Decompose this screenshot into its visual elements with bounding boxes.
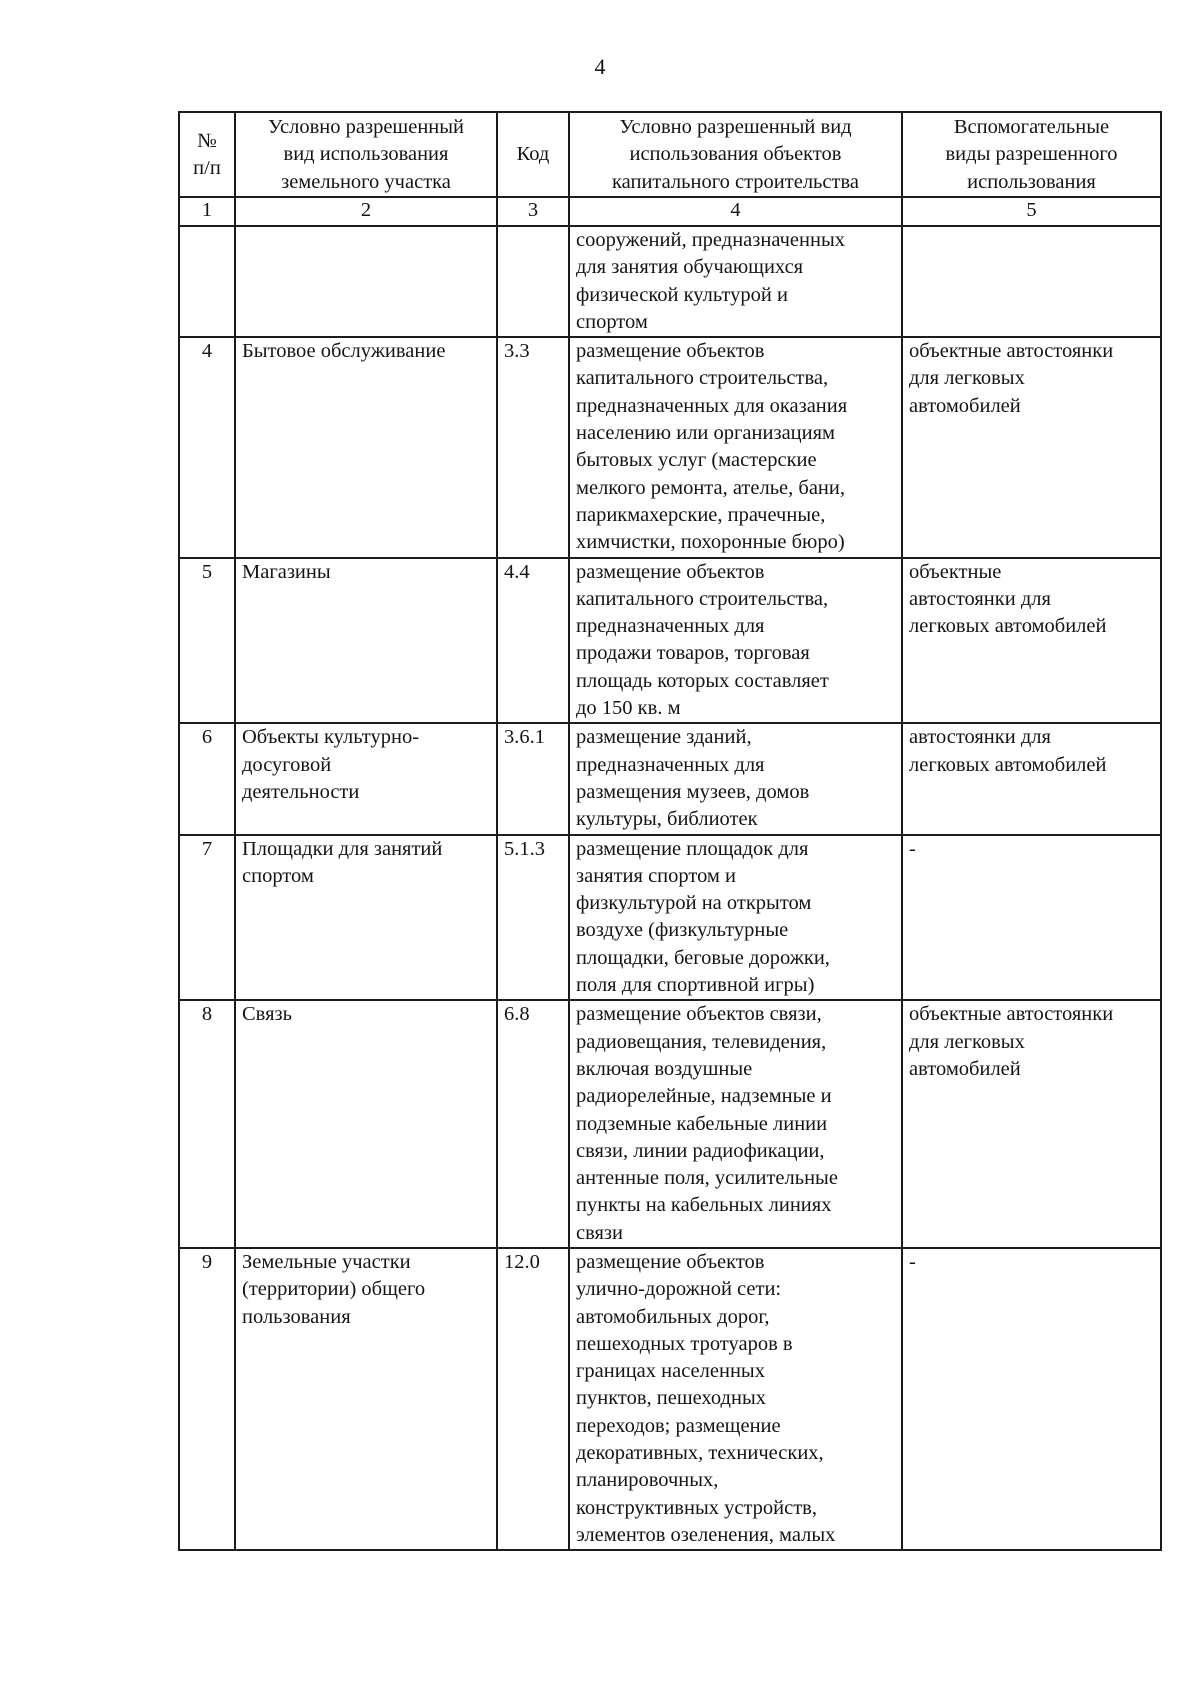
table-row — [179, 835, 1161, 1001]
land-use-name-line: досуговой — [242, 753, 332, 776]
land-use-name — [235, 835, 497, 1001]
land-use-name — [235, 1000, 497, 1248]
header-line: вид использования — [283, 143, 449, 166]
header-line: капитального строительства — [612, 170, 859, 193]
capital-use-description — [569, 723, 902, 834]
description-line: планировочных, — [576, 1469, 719, 1492]
column-number: 1 — [179, 197, 235, 226]
description-line: культуры, библиотек — [576, 808, 758, 831]
auxiliary-line: объектные автостоянки — [909, 1003, 1114, 1026]
land-use-name-line: (территории) общего — [242, 1278, 426, 1301]
land-use-name-line: Связь — [242, 1003, 292, 1026]
header-line: Код — [516, 143, 550, 166]
description-line: бытовых услуг (мастерские — [576, 449, 817, 472]
auxiliary-line: - — [909, 837, 916, 860]
table-header-row — [179, 112, 1161, 197]
land-use-name — [235, 558, 497, 724]
auxiliary-use — [902, 226, 1161, 337]
description-line: физкультурой на открытом — [576, 892, 812, 915]
description-line: переходов; размещение — [576, 1414, 781, 1437]
capital-use-description — [569, 226, 902, 337]
description-line: размещение объектов — [576, 1250, 765, 1273]
description-line: химчистки, похоронные бюро) — [576, 531, 845, 554]
description-line: предназначенных для — [576, 753, 765, 776]
description-line: включая воздушные — [576, 1057, 753, 1080]
column-number: 4 — [569, 197, 902, 226]
auxiliary-line: автомобилей — [909, 394, 1021, 417]
column-numbers-row — [179, 197, 1161, 226]
auxiliary-use — [902, 558, 1161, 724]
land-use-name-line: Бытовое обслуживание — [242, 340, 446, 363]
description-line: парикмахерские, прачечные, — [576, 503, 826, 526]
use-code: 3.6.1 — [497, 723, 569, 834]
column-number: 5 — [902, 197, 1161, 226]
description-line: площадь которых составляет — [576, 669, 829, 692]
land-use-name-line: деятельности — [242, 780, 360, 803]
description-line: подземные кабельные линии — [576, 1112, 828, 1135]
description-line: размещения музеев, домов — [576, 780, 810, 803]
header-capital-use — [569, 112, 902, 197]
table-row — [179, 558, 1161, 724]
header-line: Вспомогательные — [953, 116, 1110, 139]
table-row — [179, 1248, 1161, 1550]
column-number: 3 — [497, 197, 569, 226]
auxiliary-line: объектные — [909, 560, 1002, 583]
land-use-name — [235, 226, 497, 337]
header-number — [179, 112, 235, 197]
land-use-name-line: спортом — [242, 864, 314, 887]
table-row — [179, 337, 1161, 557]
description-line: населению или организациям — [576, 422, 836, 445]
description-line: предназначенных для — [576, 615, 765, 638]
description-line: продажи товаров, торговая — [576, 642, 810, 665]
land-use-name — [235, 337, 497, 557]
description-line: конструктивных устройств, — [576, 1496, 817, 1519]
auxiliary-line: автостоянки для — [909, 587, 1051, 610]
header-line: использования объектов — [629, 143, 842, 166]
auxiliary-use — [902, 835, 1161, 1001]
description-line: для занятия обучающихся — [576, 256, 804, 279]
use-code: 3.3 — [497, 337, 569, 557]
description-line: размещение зданий, — [576, 726, 752, 749]
auxiliary-use — [902, 337, 1161, 557]
description-line: поля для спортивной игры) — [576, 974, 815, 997]
header-auxiliary-use — [902, 112, 1161, 197]
land-use-name-line: Земельные участки — [242, 1250, 411, 1273]
header-land-use — [235, 112, 497, 197]
table-row — [179, 1000, 1161, 1248]
description-line: капитального строительства, — [576, 587, 829, 610]
description-line: связи — [576, 1221, 624, 1244]
land-use-table — [178, 111, 1162, 1551]
row-number: 4 — [179, 337, 235, 557]
description-line: автомобильных дорог, — [576, 1305, 770, 1328]
description-line: границах населенных — [576, 1360, 765, 1383]
land-use-name — [235, 723, 497, 834]
description-line: улично-дорожной сети: — [576, 1278, 782, 1301]
use-code: 6.8 — [497, 1000, 569, 1248]
capital-use-description — [569, 1248, 902, 1550]
description-line: физической культурой и — [576, 283, 788, 306]
capital-use-description — [569, 558, 902, 724]
use-code: 5.1.3 — [497, 835, 569, 1001]
description-line: пешеходных тротуаров в — [576, 1332, 793, 1355]
table-row — [179, 723, 1161, 834]
header-line: п/п — [193, 157, 221, 179]
auxiliary-line: автомобилей — [909, 1057, 1021, 1080]
description-line: декоративных, технических, — [576, 1442, 824, 1465]
header-line: № — [197, 129, 217, 152]
land-use-name-line: Площадки для занятий — [242, 837, 443, 860]
description-line: предназначенных для оказания — [576, 394, 848, 417]
auxiliary-line: для легковых — [909, 1030, 1025, 1053]
capital-use-description — [569, 1000, 902, 1248]
description-line: занятия спортом и — [576, 864, 736, 887]
description-line: размещение объектов — [576, 560, 765, 583]
row-number: 8 — [179, 1000, 235, 1248]
auxiliary-line: легковых автомобилей — [909, 753, 1107, 776]
page-number: 4 — [594, 54, 606, 79]
auxiliary-use — [902, 1000, 1161, 1248]
header-code — [497, 112, 569, 197]
description-line: до 150 кв. м — [576, 697, 681, 720]
auxiliary-line: объектные автостоянки — [909, 340, 1114, 363]
column-number: 2 — [235, 197, 497, 226]
auxiliary-line: легковых автомобилей — [909, 615, 1107, 638]
auxiliary-line: - — [909, 1250, 916, 1273]
description-line: элементов озеленения, малых — [576, 1523, 836, 1546]
auxiliary-use — [902, 1248, 1161, 1550]
header-line: использования — [967, 170, 1096, 193]
description-line: капитального строительства, — [576, 367, 829, 390]
description-line: сооружений, предназначенных — [576, 229, 845, 251]
land-use-name-line: Магазины — [242, 560, 331, 583]
description-line: связи, линии радиофикации, — [576, 1139, 825, 1162]
description-line: пункты на кабельных линиях — [576, 1194, 832, 1217]
row-number: 6 — [179, 723, 235, 834]
capital-use-description — [569, 337, 902, 557]
row-number: 5 — [179, 558, 235, 724]
description-line: антенные поля, усилительные — [576, 1167, 838, 1190]
description-line: радиовещания, телевидения, — [576, 1030, 827, 1053]
land-use-name-line: пользования — [242, 1305, 351, 1328]
table-body — [179, 112, 1161, 1550]
auxiliary-use — [902, 723, 1161, 834]
land-use-name — [235, 1248, 497, 1550]
capital-use-description — [569, 835, 902, 1001]
auxiliary-line: автостоянки для — [909, 726, 1051, 749]
use-code — [497, 226, 569, 337]
row-number: 9 — [179, 1248, 235, 1550]
row-number: 7 — [179, 835, 235, 1001]
header-line: Условно разрешенный — [267, 116, 465, 139]
table-row — [179, 226, 1161, 337]
description-line: размещение площадок для — [576, 837, 809, 860]
description-line: мелкого ремонта, ателье, бани, — [576, 476, 845, 499]
header-line: Условно разрешенный вид — [619, 116, 852, 139]
description-line: радиорелейные, надземные и — [576, 1085, 832, 1108]
description-line: спортом — [576, 310, 648, 333]
description-line: размещение объектов — [576, 340, 765, 363]
use-code: 12.0 — [497, 1248, 569, 1550]
auxiliary-line: для легковых — [909, 367, 1025, 390]
row-number — [179, 226, 235, 337]
use-code: 4.4 — [497, 558, 569, 724]
description-line: воздухе (физкультурные — [576, 919, 789, 942]
land-use-name-line: Объекты культурно- — [242, 726, 420, 749]
header-line: земельного участка — [281, 170, 451, 193]
header-line: виды разрешенного — [945, 143, 1118, 166]
description-line: пунктов, пешеходных — [576, 1387, 766, 1410]
description-line: площадки, беговые дорожки, — [576, 946, 830, 969]
description-line: размещение объектов связи, — [576, 1003, 822, 1026]
